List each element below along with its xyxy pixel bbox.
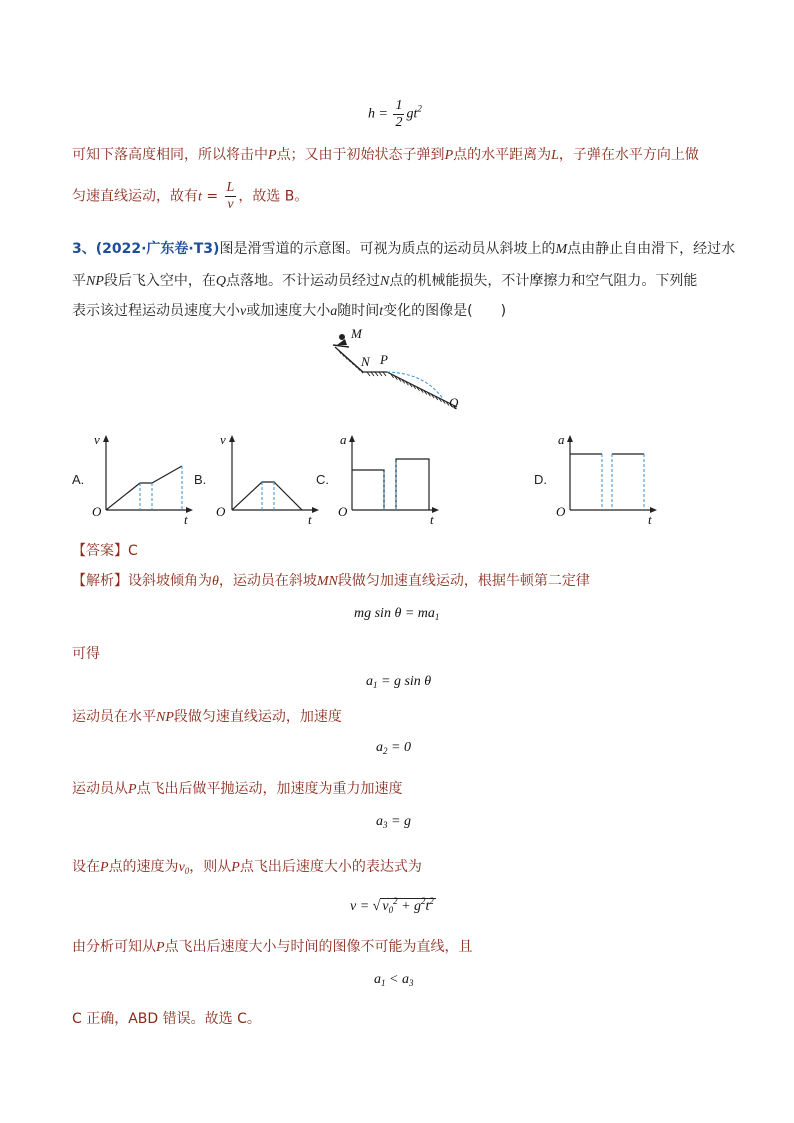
option-D-graph[interactable] [552, 432, 662, 524]
option-D-label[interactable]: D. [534, 472, 547, 487]
skier-icon [333, 334, 349, 347]
option-A-label[interactable]: A. [72, 472, 85, 487]
paragraph-1: 可知下落高度相同，所以将击中P点；又由于初始状态子弹到P点的水平距离为L，子弹在水平方向上做 [72, 147, 699, 163]
question-3-line-3: 表示该过程运动员速度大小v或加速度大小a随时间t变化的图像是( ) [72, 303, 507, 319]
analysis-line-2: 运动员在水平NP段做匀速直线运动，加速度 [72, 709, 342, 725]
svg-text:t: t [648, 512, 652, 524]
equation-h: h = $\frac{1}{2}$ $gt^2$ [368, 98, 422, 130]
analysis-line-3: 运动员从P点飞出后做平抛运动，加速度为重力加速度 [72, 781, 403, 797]
equation-a3: $a_3 = g$ [376, 814, 411, 830]
equation-inequality: $a_1 < a_3$ [374, 972, 414, 988]
option-B-graph[interactable] [214, 432, 324, 524]
option-B-label[interactable]: B. [194, 472, 207, 487]
svg-text:O: O [556, 504, 566, 519]
svg-text:a: a [558, 432, 565, 447]
svg-text:v: v [220, 432, 226, 447]
svg-text:t: t [308, 512, 312, 524]
analysis-kede: 可得 [72, 646, 100, 662]
equation-a2: $a_2 = 0$ [376, 740, 411, 756]
equation-v: v = √ $v_0^2 + g^2t^2$ [350, 896, 434, 915]
hatch-mark [371, 372, 374, 376]
equation-newton: mg $\sin \theta = ma_1$ [354, 606, 440, 622]
hatch-mark [379, 372, 382, 376]
conclusion-line: C 正确，ABD 错误。故选 C。 [72, 1011, 261, 1027]
analysis-line-1: 【解析】设斜坡倾角为θ，运动员在斜坡MN段做匀加速直线运动，根据牛顿第二定律 [72, 573, 590, 589]
question-3-line-2: 平NP段后飞入空中，在Q点落地。不计运动员经过N点的机械能损失，不计摩擦力和空气阻力。下列能 [72, 273, 698, 289]
hatch-mark [367, 372, 370, 376]
svg-text:a: a [340, 432, 347, 447]
hatch-mark [383, 372, 386, 376]
paragraph-2: 匀速直线运动，故有t = $\frac{L}{v}$ ，故选 B。 [72, 180, 309, 212]
analysis-line-5: 由分析可知从P点飞出后速度大小与时间的图像不可能为直线，且 [72, 939, 473, 955]
svg-text:O: O [216, 504, 226, 519]
svg-text:O: O [92, 504, 102, 519]
svg-text:v: v [94, 432, 100, 447]
label-P: P [380, 352, 388, 367]
option-C-graph[interactable] [334, 432, 444, 524]
equation-a1: $a_1 = g$ sin θ [366, 674, 432, 690]
label-M: M [351, 326, 362, 341]
svg-text:t: t [184, 512, 188, 524]
label-N: N [361, 354, 370, 369]
option-A-graph[interactable] [88, 432, 198, 524]
question-3-line-1: 3、(2022·广东卷·T3)图是滑雪道的示意图。可视为质点的运动员从斜坡上的M点由静止自由滑下，经过水 [72, 241, 736, 257]
svg-text:O: O [338, 504, 348, 519]
svg-text:t: t [430, 512, 434, 524]
ski-slope-figure [325, 325, 475, 415]
analysis-line-4: 设在P点的速度为$v_0$，则从P点飞出后速度大小的表达式为 [72, 859, 422, 876]
option-C-label[interactable]: C. [316, 472, 329, 487]
answer-line: 【答案】C [72, 543, 138, 559]
hatch-mark [375, 372, 378, 376]
label-Q: Q [449, 395, 459, 410]
slope-hatching [338, 350, 456, 409]
